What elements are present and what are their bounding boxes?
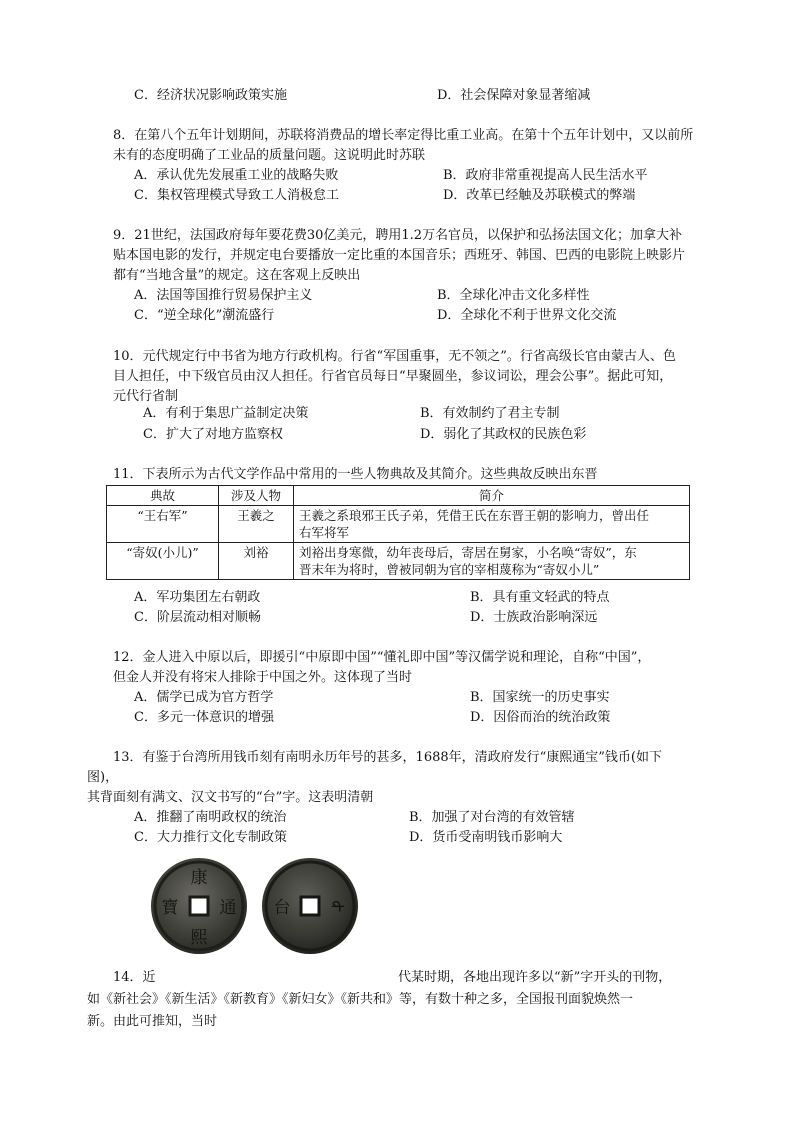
option-c: C．大力推行文化专制政策 xyxy=(134,830,287,845)
option-b: B．政府非常重视提高人民生活水平 xyxy=(443,168,648,183)
question-stem-line: 其背面刻有满文、汉文书写的“台”字。这表明清朝 xyxy=(87,790,374,805)
intro-line: 晋末年为将时，曾被同朝为官的宰相蔑称为“寄奴小儿” xyxy=(299,562,600,577)
option-c: C．阶层流动相对顺畅 xyxy=(134,610,261,625)
column-header: 简介 xyxy=(294,486,690,506)
option-a: A．法国等国推行贸易保护主义 xyxy=(134,288,313,303)
option-b: B．国家统一的历史事实 xyxy=(470,690,610,705)
story-table xyxy=(106,485,690,580)
question-stem-line: 代某时期，各地出现许多以“新”字开头的刊物， xyxy=(398,970,672,985)
coin-char: 熙 xyxy=(190,928,208,948)
option-c: C．“逆全球化”潮流盛行 xyxy=(134,308,275,323)
question-stem-line: 图)， xyxy=(87,770,119,785)
person-cell: 刘裕 xyxy=(219,543,294,580)
question-stem-line: 但金人并没有将宋人排除于中国之外。这体现了当时 xyxy=(113,670,413,685)
option-b: B．有效制约了君主专制 xyxy=(420,406,560,421)
coin-front-image xyxy=(148,856,250,956)
coin-char: 通 xyxy=(219,898,237,918)
question-stem-line: 都有“当地含量”的规定。这在客观上反映出 xyxy=(113,268,361,283)
table-header-row xyxy=(107,486,690,506)
intro-line: 王羲之系琅邪王氏子弟，凭借王氏在东晋王朝的影响力，曾出任 xyxy=(299,508,650,523)
question-stem-line: 13．有鉴于台湾所用钱币刻有南明永历年号的甚多，1688年，清政府发行“康熙通宝”钱币(如下 xyxy=(113,750,662,765)
option-d: D．社会保障对象显著缩减 xyxy=(437,88,591,103)
option-c: C．集权管理模式导致工人消极怠工 xyxy=(134,188,339,203)
option-b: B．加强了对台湾的有效管辖 xyxy=(409,810,575,825)
question-stem-line: 9．21世纪，法国政府每年要花费30亿美元，聘用1.2万名官员，以保护和弘扬法国文化；加拿大补 xyxy=(113,228,683,243)
question-stem-line: 10．元代规定行中书省为地方行政机构。行省“军国重事，无不领之”。行省高级长官由蒙古人、色 xyxy=(113,349,676,364)
intro-line: 刘裕出身寒微，幼年丧母后，寄居在舅家，小名唤“寄奴”，东 xyxy=(299,545,637,560)
column-header: 涉及人物 xyxy=(219,486,294,506)
column-header: 典故 xyxy=(107,486,219,506)
coin-images xyxy=(148,856,360,956)
option-a: A．儒学已成为官方哲学 xyxy=(134,690,274,705)
option-d: D．全球化不利于世界文化交流 xyxy=(437,308,617,323)
intro-line: 右军将军 xyxy=(299,525,350,540)
option-d: D．货币受南明钱币影响大 xyxy=(409,830,563,845)
question-stem-line: 未有的态度明确了工业品的质量问题。这说明此时苏联 xyxy=(113,148,426,163)
coin-char: 寶 xyxy=(161,898,179,918)
question-stem-line: 8．在第八个五年计划期间，苏联将消费品的增长率定得比重工业高。在第十个五年计划中，又以前所 xyxy=(113,128,694,143)
option-d: D．改革已经触及苏联模式的弊端 xyxy=(443,188,636,203)
person-cell: 王羲之 xyxy=(219,506,294,543)
option-a: A．承认优先发展重工业的战略失败 xyxy=(134,168,339,183)
option-b: B．全球化冲击文化多样性 xyxy=(437,288,590,303)
question-stem-line: 元代行省制 xyxy=(113,389,179,404)
option-d: D．因俗而治的统治政策 xyxy=(470,710,611,725)
coin-char: 台 xyxy=(273,898,291,918)
option-c: C．扩大了对地方监察权 xyxy=(143,427,283,442)
intro-cell xyxy=(294,543,690,580)
option-a: A．军功集团左右朝政 xyxy=(134,590,261,605)
question-stem-line: 12．金人进入中原以后，即援引“中原即中国”“懂礼即中国”等汉儒学说和理论，自称“中国”， xyxy=(113,650,651,665)
table-row xyxy=(107,543,690,580)
option-a: A．有利于集思广益制定决策 xyxy=(143,406,309,421)
question-stem-start: 14．近 xyxy=(113,970,156,985)
option-a: A．推翻了南明政权的统治 xyxy=(134,810,287,825)
option-b: B．具有重文轻武的特点 xyxy=(470,590,610,605)
intro-cell xyxy=(294,506,690,543)
coin-char: 康 xyxy=(190,868,208,888)
option-c: C．经济状况影响政策实施 xyxy=(134,88,287,103)
option-d: D．弱化了其政权的民族色彩 xyxy=(420,427,587,442)
question-stem-line: 新。由此可推知，当时 xyxy=(87,1014,218,1029)
question-stem-line: 11．下表所示为古代文学作品中常用的一些人物典故及其简介。这些典故反映出东晋 xyxy=(113,467,598,482)
table-row xyxy=(107,506,690,543)
story-cell: “王右军” xyxy=(107,506,219,543)
coin-back-image xyxy=(260,856,360,956)
question-stem-line: 如《新社会》《新生活》《新教育》《新妇女》《新共和》等，有数十种之多，全国报刊面貌焕然一 xyxy=(87,992,634,1007)
option-c: C．多元一体意识的增强 xyxy=(134,710,274,725)
coin-char: ᡨ xyxy=(330,898,346,918)
story-cell: “寄奴(小儿)” xyxy=(107,543,219,580)
question-stem-line: 目人担任，中下级官员由汉人担任。行省官员每日“早聚圆坐，参议词讼，理会公事”。据此可知， xyxy=(113,369,673,384)
question-stem-line: 贴本国电影的发行，并规定电台要播放一定比重的本国音乐；西班牙、韩国、巴西的电影院上映影片 xyxy=(113,248,686,263)
option-d: D．士族政治影响深远 xyxy=(470,610,598,625)
